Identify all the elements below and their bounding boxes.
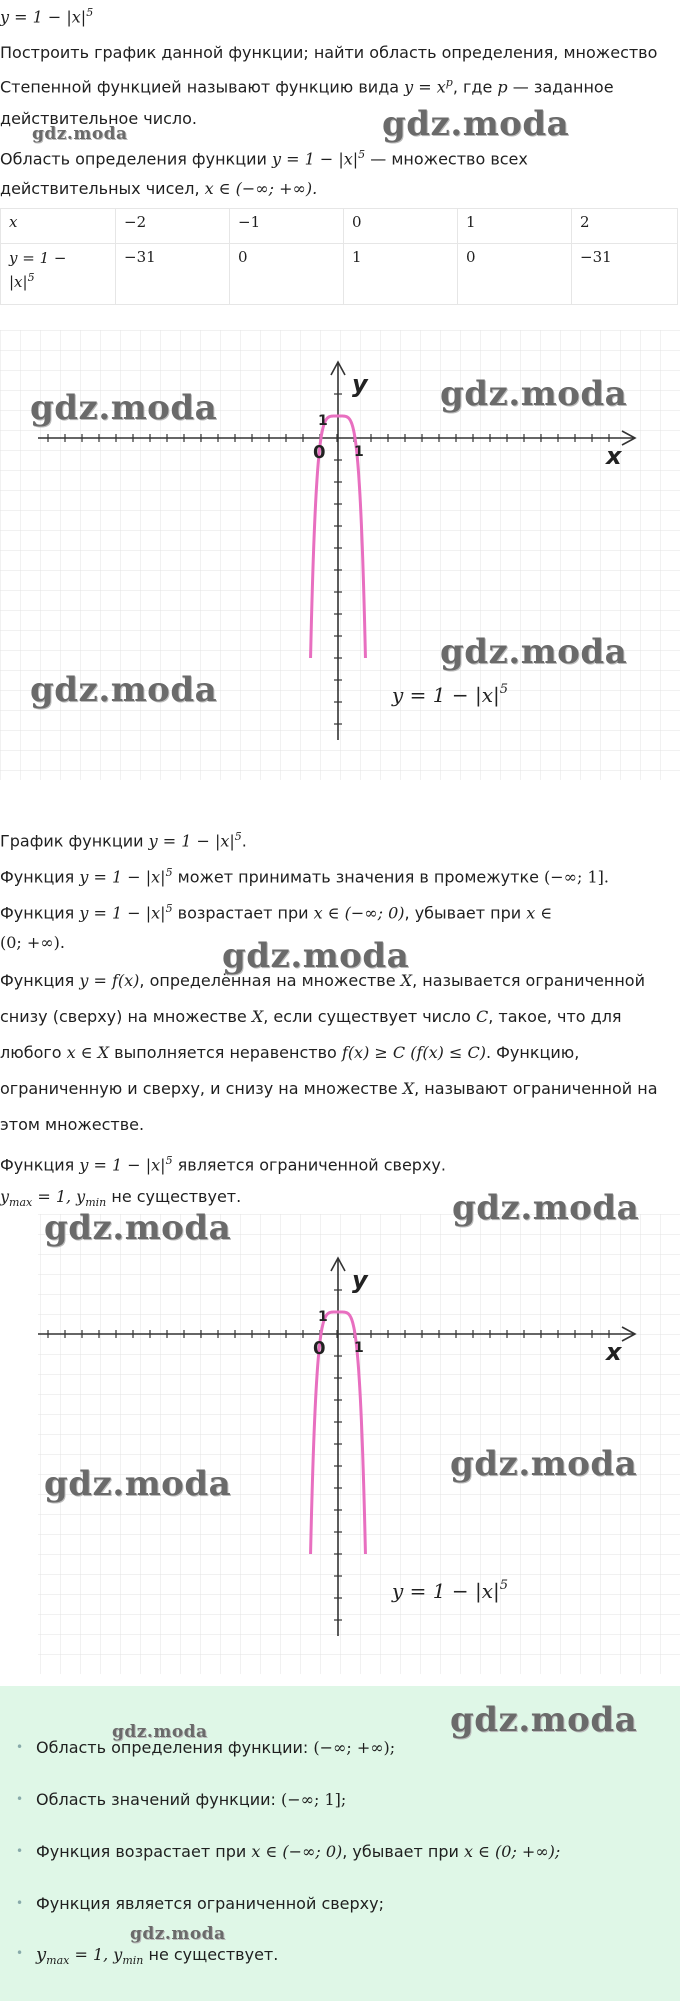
monotonicity-statement-end: (0; +∞). [0,933,65,952]
watermark: gdz.moda [450,1444,638,1484]
table-cell: 0 [458,244,572,305]
watermark: gdz.moda [382,104,570,144]
table-cell: −31 [572,244,678,305]
x-unit-label: 1 [354,444,364,460]
table-row [1,244,678,305]
curve-label: $y = 1 - |x|^5$ [392,1578,509,1603]
x-axis-label: x [606,442,622,470]
boundedness-def-5: этом множестве. [0,1115,145,1134]
watermark: gdz.moda [452,1188,640,1228]
x-axis-label: x [606,1338,622,1366]
table-cell: −31 [116,244,230,305]
y-axis-label: y [352,370,368,398]
table-cell-label: y = 1 − $|x|^5$ [1,244,116,305]
boundedness-def-1: Функция y = f(x), определённая на множестве X, называется ограниченной [0,971,645,990]
watermark: gdz.moda [44,1208,232,1248]
power-function-definition-end: действительное число. [0,109,197,128]
watermark: gdz.moda [30,670,218,710]
watermark: gdz.moda [450,1700,638,1740]
power-function-definition: Степенной функцией называют функцию вида $y = x^p$, где p — заданное [0,76,614,97]
watermark: gdz.moda [44,1464,232,1504]
function-title: $y = 1 - |x|^5$ [0,6,94,27]
task-text: Построить график данной функции; найти область определения, множество [0,43,658,62]
watermark: gdz.moda [32,124,128,144]
watermark: gdz.moda [130,1924,226,1944]
domain-statement: Область определения функции $y = 1 - |x|^5$ — множество всех [0,148,528,169]
curve-label: $y = 1 - |x|^5$ [392,682,509,707]
domain-statement-end: действительных чисел, x ∈ (−∞; +∞). [0,179,318,198]
table-row [1,209,678,244]
x-unit-label: 1 [354,1340,364,1356]
watermark: gdz.moda [440,632,628,672]
boundedness-def-4: ограниченную и сверху, и снизу на множестве X, называют ограниченной на [0,1079,658,1098]
y-unit-label: 1 [318,1309,328,1325]
y-unit-label: 1 [318,413,328,429]
list-item: • Функция является ограниченной сверху; [36,1894,384,1913]
table-cell: 1 [344,244,458,305]
upper-bound-statement: Функция $y = 1 - |x|^5$ является ограниченной сверху. [0,1154,446,1175]
table-cell: 2 [572,209,678,244]
range-statement: Функция $y = 1 - |x|^5$ может принимать значения в промежутке (−∞; 1]. [0,866,609,887]
watermark: gdz.moda [112,1722,208,1742]
values-table [0,208,678,305]
y-axis-label: y [352,1266,368,1294]
graph-caption: График функции $y = 1 - |x|^5$. [0,830,247,851]
origin-label: 0 [313,1338,326,1359]
extrema-statement: $y_{max} = 1$, $y_{min}$ не существует. [0,1187,242,1210]
watermark: gdz.moda [30,388,218,428]
monotonicity-statement: Функция $y = 1 - |x|^5$ возрастает при x ∈ (−∞; 0), убывает при x ∈ [0,902,553,923]
table-cell: −1 [230,209,344,244]
list-item: • $y_{max} = 1$, $y_{min}$ не существует. [36,1944,278,1967]
table-cell: −2 [116,209,230,244]
boundedness-def-3: любого x ∈ X выполняется неравенство f(x) ≥ C (f(x) ≤ C). Функцию, [0,1043,580,1062]
table-cell: 0 [230,244,344,305]
table-cell: 1 [458,209,572,244]
list-item: • Функция возрастает при x ∈ (−∞; 0), убывает при x ∈ (0; +∞); [36,1842,560,1861]
boundedness-def-2: снизу (сверху) на множестве X, если существует число C, такое, что для [0,1007,622,1026]
table-cell: x [1,209,116,244]
origin-label: 0 [313,442,326,463]
list-item: • Область значений функции: (−∞; 1]; [36,1790,346,1809]
table-cell: 0 [344,209,458,244]
watermark: gdz.moda [440,374,628,414]
watermark: gdz.moda [222,936,410,976]
list-item: • Область определения функции: (−∞; +∞); [36,1738,395,1757]
